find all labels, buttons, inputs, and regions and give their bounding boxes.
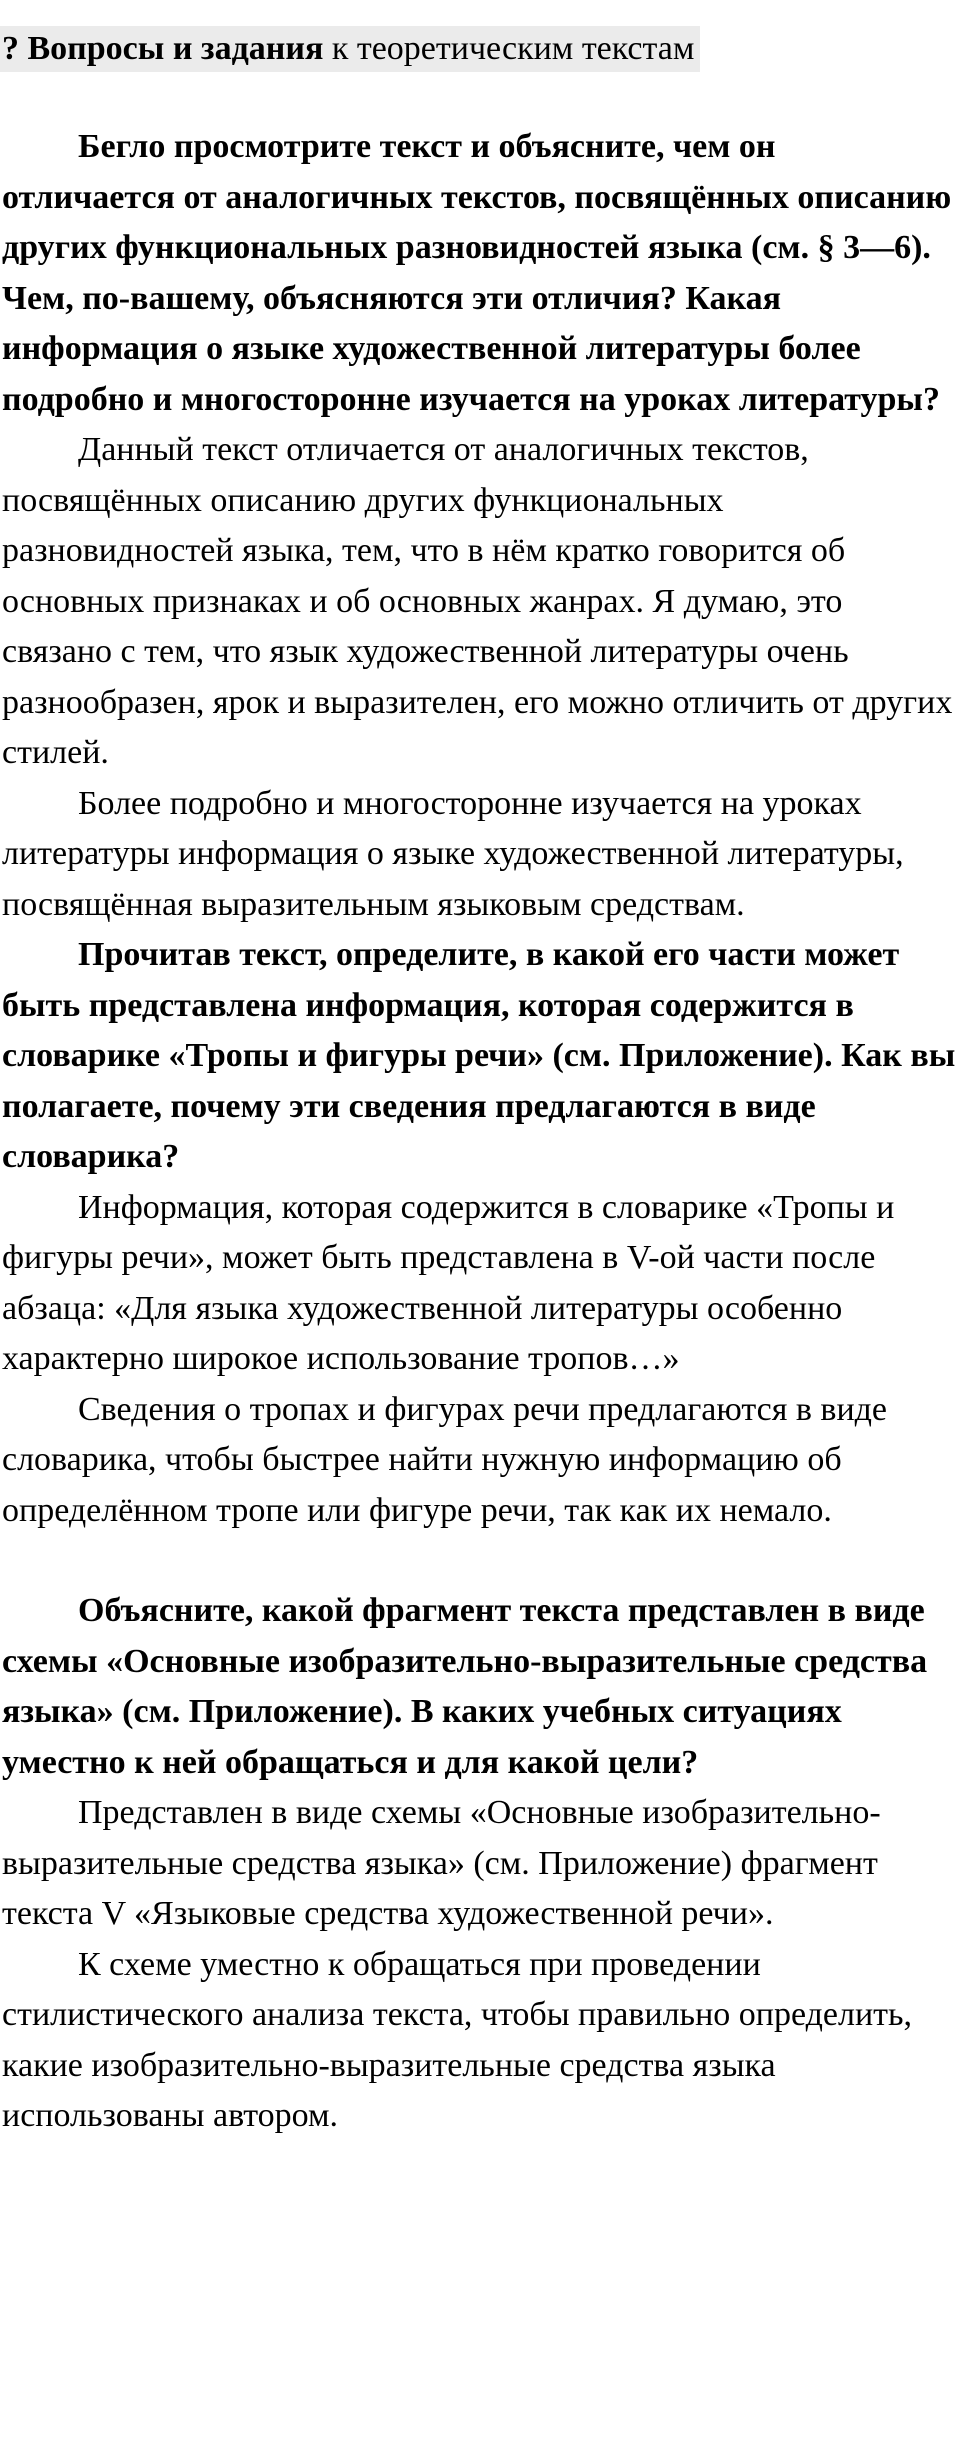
answer-3-1: Представлен в виде схемы «Основные изобразительно-выразительные средства языка» (см. Приложение) фрагмент текста V «Языковые средства художественной речи». xyxy=(2,1794,881,1932)
answer-2-1: Информация, которая содержится в словарике «Тропы и фигуры речи», может быть представлена в V-ой части после абзаца: «Для языка художественной литературы особенно характерно широкое использование тропов…» xyxy=(2,1188,895,1377)
section-heading xyxy=(0,26,700,72)
blank-line xyxy=(0,1536,960,1586)
answer-1-2: Более подробно и многосторонне изучается на уроках литературы информация о языке художественной литературы, посвящённая выразительным языковым средствам. xyxy=(2,784,904,923)
blank-line xyxy=(0,72,960,122)
question-3: Объясните, какой фрагмент текста представлен в виде схемы «Основные изобразительно-выразительные средства языка» (см. Приложение). В каких учебных ситуациях уместно к ней обращаться и для какой цели? xyxy=(2,1592,928,1781)
question-1: Бегло просмотрите текст и объясните, чем он отличается от аналогичных текстов, посвящённых описанию других функциональных разновидностей языка (см. § 3—6). Чем, по-вашему, объясняются эти отличия? Какая информация о языке художественной литературы более подробно и многосторонне изучается на уроках литературы? xyxy=(2,128,952,418)
question-2: Прочитав текст, определите, в какой его части может быть представлена информация, которая содержится в словарике «Тропы и фигуры речи» (см. Приложение). Как вы полагаете, почему эти сведения предлагаются в виде словарика? xyxy=(2,936,956,1175)
heading-rest: к теоретическим текстам xyxy=(323,30,695,67)
answer-2-2: Сведения о тропах и фигурах речи предлагаются в виде словарика, чтобы быстрее найти нужную информацию об определённом тропе или фигуре речи, так как их немало. xyxy=(2,1390,888,1529)
answer-1-1: Данный текст отличается от аналогичных текстов, посвящённых описанию других функциональных разновидностей языка, тем, что в нём кратко говорится об основных признаках и об основных жанрах. Я думаю, это связано с тем, что язык художественной литературы очень разнообразен, ярок и выразителен, его можно отличить от других стилей. xyxy=(2,431,953,771)
answer-3-2: К схеме уместно к обращаться при проведении стилистического анализа текста, чтобы правильно определить, какие изобразительно-выразительные средства языка использованы автором. xyxy=(2,1945,913,2134)
heading-bold: ? Вопросы и задания xyxy=(2,30,324,67)
